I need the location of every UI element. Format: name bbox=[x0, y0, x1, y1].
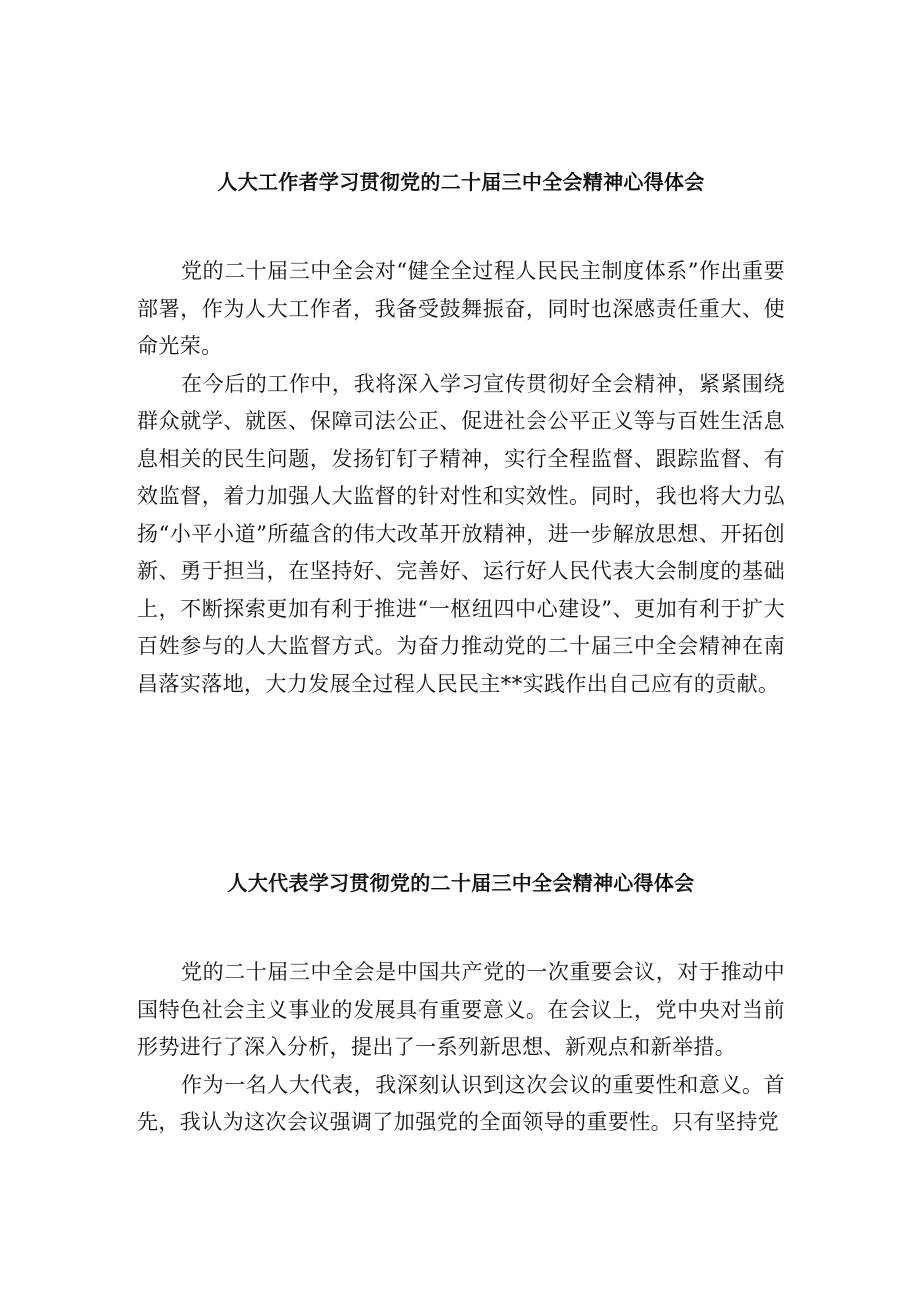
article-title: 人大代表学习贯彻党的二十届三中全会精神心得体会 bbox=[227, 871, 695, 895]
paragraph: 党的二十届三中全会是中国共产党的一次重要会议，对于推动中国特色社会主义事业的发展具有重要意义。在会议上，党中央对当前形势进行了深入分析，提出了一系列新思想、新观点和新举措。 bbox=[137, 960, 785, 1059]
article-section bbox=[137, 167, 785, 703]
article-title: 人大工作者学习贯彻党的二十届三中全会精神心得体会 bbox=[217, 170, 705, 194]
paragraph: 在今后的工作中，我将深入学习宣传贯彻好全会精神，紧紧围绕群众就学、就医、保障司法公正、促进社会公平正义等与百姓生活息息相关的民生问题，发扬钉钉子精神，实行全程监督、跟踪监督、有效监督，着力加强人大监督的针对性和实效性。同时，我也将大力弘扬“小平小道”所蕴含的伟大改革开放精神，进一步解放思想、开拓创新、勇于担当，在坚持好、完善好、运行好人民代表大会制度的基础上，不断探索更加有利于推进“一枢纽四中心建设”、更加有利于扩大百姓参与的人大监督方式。为奋力推动党的二十届三中全会精神在南昌落实落地，大力发展全过程人民民主**实践作出自己应有的贡献。 bbox=[137, 371, 785, 696]
article-section bbox=[137, 868, 785, 1142]
paragraph: 党的二十届三中全会对“健全全过程人民民主制度体系”作出重要部署，作为人大工作者，我备受鼓舞振奋，同时也深感责任重大、使命光荣。 bbox=[137, 259, 785, 358]
paragraph: 作为一名人大代表，我深刻认识到这次会议的重要性和意义。首先，我认为这次会议强调了加强党的全面领导的重要性。只有坚持党 bbox=[137, 1072, 785, 1134]
